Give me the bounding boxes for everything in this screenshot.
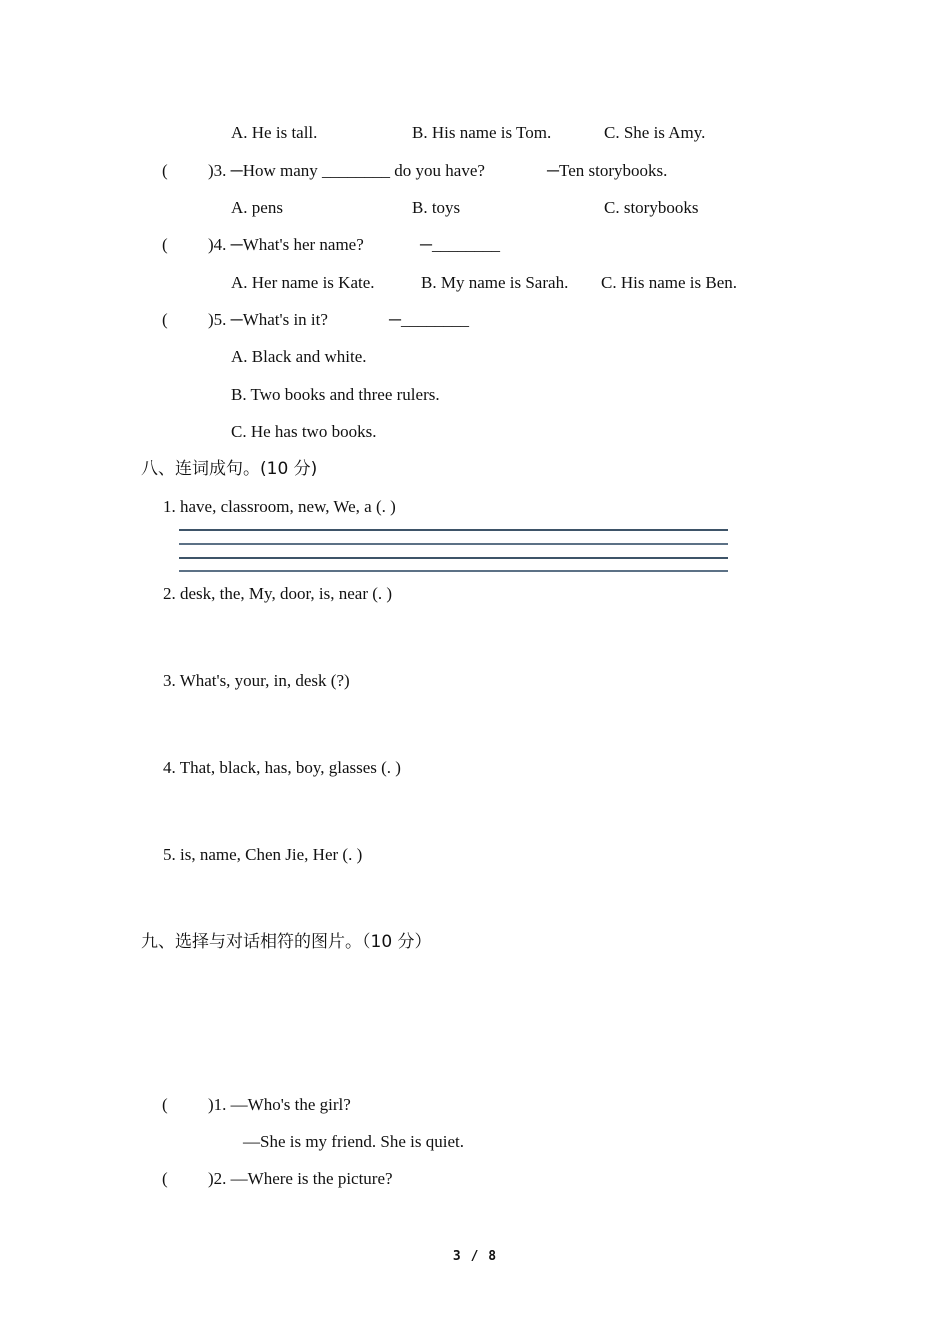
q5-question: )5. ─What's in it?	[208, 310, 328, 329]
q3-option-b: B. toys	[412, 198, 461, 217]
q3-paren: (	[162, 161, 168, 180]
q5-option-b: B. Two books and three rulers.	[231, 385, 440, 404]
section9-heading: 九、选择与对话相符的图片。（10 分）	[141, 932, 432, 952]
section8-item-2: 2. desk, the, My, door, is, near (. )	[163, 584, 393, 603]
writing-line-2	[179, 543, 728, 545]
writing-line-1	[179, 529, 728, 531]
q4-option-b: B. My name is Sarah.	[421, 273, 569, 292]
q2-option-b: B. His name is Tom.	[412, 123, 552, 142]
s9-q2-paren: (	[162, 1169, 168, 1188]
s9-q1-question: )1. —Who's the girl?	[208, 1095, 351, 1114]
s9-q1-answer: —She is my friend. She is quiet.	[243, 1132, 464, 1151]
q5-option-c: C. He has two books.	[231, 422, 377, 441]
q4-question: )4. ─What's her name?	[208, 235, 364, 254]
q3-option-c: C. storybooks	[604, 198, 699, 217]
q2-option-a: A. He is tall.	[231, 123, 318, 142]
q3-answer: ─Ten storybooks.	[547, 161, 668, 180]
writing-line-3	[179, 557, 728, 559]
q4-answer: ─________	[420, 235, 501, 254]
q2-option-c: C. She is Amy.	[604, 123, 706, 142]
section8-item-4: 4. That, black, has, boy, glasses (. )	[163, 758, 401, 777]
q4-option-a: A. Her name is Kate.	[231, 273, 375, 292]
q3-option-a: A. pens	[231, 198, 283, 217]
section8-item-3: 3. What's, your, in, desk (?)	[163, 671, 350, 690]
section8-item-5: 5. is, name, Chen Jie, Her (. )	[163, 845, 363, 864]
q4-paren: (	[162, 235, 168, 254]
section8-heading: 八、连词成句。(10 分)	[141, 459, 318, 479]
section8-item-1: 1. have, classroom, new, We, a (. )	[163, 497, 396, 516]
q3-question: )3. ─How many ________ do you have?	[208, 161, 485, 180]
page-number: 3 / 8	[452, 1249, 498, 1264]
q5-option-a: A. Black and white.	[231, 347, 367, 366]
q5-paren: (	[162, 310, 168, 329]
s9-q2-question: )2. —Where is the picture?	[208, 1169, 393, 1188]
s9-q1-paren: (	[162, 1095, 168, 1114]
q4-option-c: C. His name is Ben.	[601, 273, 737, 292]
writing-line-4	[179, 570, 728, 572]
q5-answer: ─________	[389, 310, 470, 329]
